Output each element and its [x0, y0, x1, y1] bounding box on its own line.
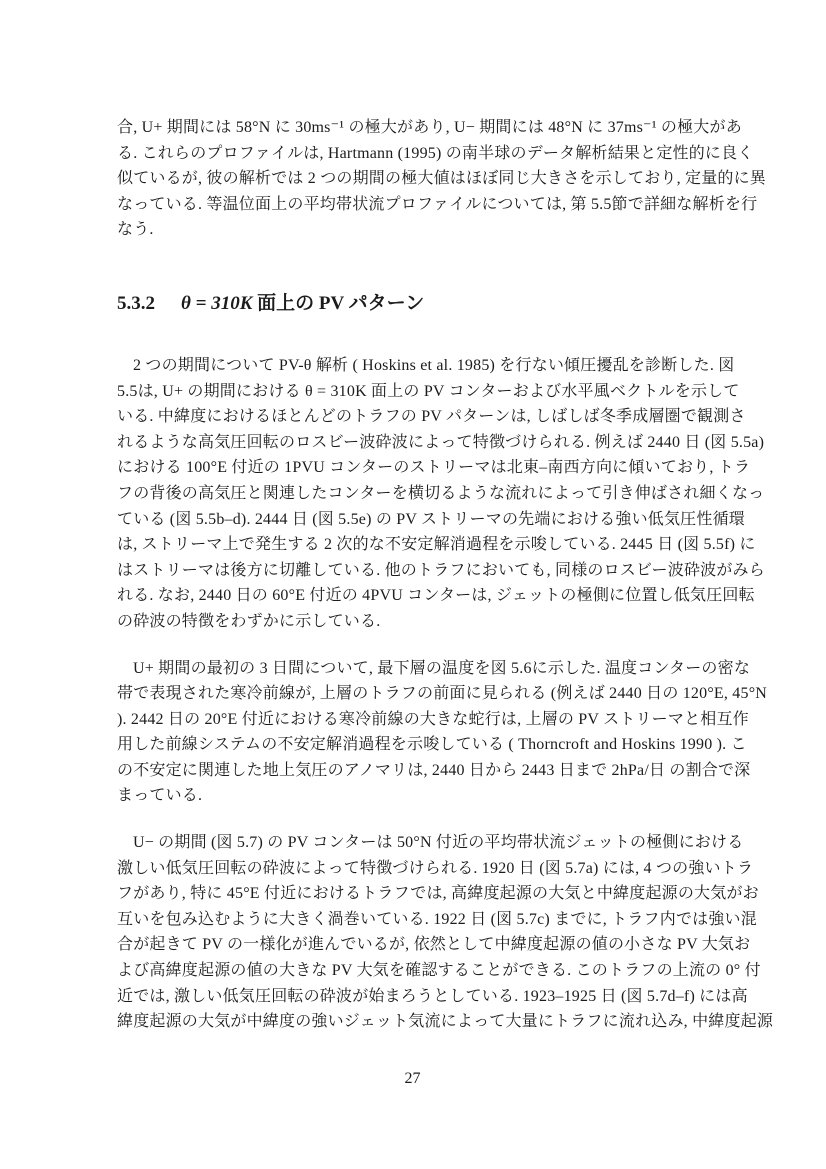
text-line: 帯で表現された寒冷前線が, 上層のトラフの前面に見られる (例えば 2440 日の 120°E, 45°N: [117, 685, 768, 703]
text-line: 用した前線システムの不安定解消過程を示唆している ( Thorncroft and Hoskins 1990 ). こ: [117, 736, 747, 754]
text-line: なっている. 等温位面上の平均帯状流プロファイルについては, 第 5.5節で詳細な解析を行: [117, 195, 758, 213]
text-line: 2 つの期間について PV-θ 解析 ( Hoskins et al. 1985) を行ない傾圧擾乱を診断した. 図: [133, 356, 735, 374]
text-line: は, ストリーマ上で発生する 2 次的な不安定解消過程を示唆している. 2445 日 (図 5.5f) に: [117, 536, 756, 554]
text-line: れる. なお, 2440 日の 60°E 付近の 4PVU コンターは, ジェットの極側に位置し低気圧回転: [117, 587, 755, 605]
text-line: 激しい低気圧回転の砕波によって特徴づけられる. 1920 日 (図 5.7a) には, 4 つの強いトラ: [117, 859, 754, 877]
page-number: 27: [404, 1070, 421, 1087]
section-title: 面上の PV パターン: [252, 292, 425, 314]
text-line: 緯度起源の大気が中緯度の強いジェット気流によって大量にトラフに流れ込み, 中緯度起源: [117, 1013, 774, 1031]
paragraph: [117, 115, 767, 243]
text-line: 合が起きて PV の一様化が進んでいるが, 依然として中緯度起源の値の小さな PV 大気お: [117, 936, 751, 954]
text-line: はストリーマは後方に切離している. 他のトラフにおいても, 同様のロスビー波砕波がみら: [117, 561, 765, 579]
section-number: 5.3.2: [117, 292, 155, 314]
text-line: U− の期間 (図 5.7) の PV コンターは 50°N 付近の平均帯状流ジェットの極側における: [133, 834, 744, 852]
text-line: U+ 期間の最初の 3 日間について, 最下層の温度を図 5.6に示した. 温度コンターの密な: [133, 659, 751, 677]
section-title-math: θ = 310K: [181, 292, 253, 314]
text-line: 似ているが, 彼の解析では 2 つの期間の極大値はほぼ同じ大きさを示しており, 定量的に異: [117, 170, 767, 188]
text-line: る. これらのプロファイルは, Hartmann (1995) の南半球のデータ解析結果と定性的に良く: [117, 144, 754, 162]
text-line: における 100°E 付近の 1PVU コンターのストリーマは北東–南西方向に傾いており, トラ: [117, 459, 751, 477]
text-line: 合, U+ 期間には 58°N に 30ms⁻¹ の極大があり, U− 期間には 48°N に 37ms⁻¹ の極大があ: [117, 119, 742, 136]
text-line: いる. 中緯度におけるほとんどのトラフの PV パターンは, しばしば冬季成層圏で観測さ: [117, 408, 746, 426]
text-line: フがあり, 特に 45°E 付近におけるトラフでは, 高緯度起源の大気と中緯度起源の大気がお: [117, 885, 759, 903]
text-line: ). 2442 日の 20°E 付近における寒冷前線の大きな蛇行は, 上層の PV ストリーマと相互作: [117, 710, 749, 728]
text-line: の不安定に関連した地上気圧のアノマリは, 2440 日から 2443 日まで 2hPa/日 の割合で深: [117, 761, 751, 779]
paragraph: [117, 656, 768, 810]
text-line: 5.5は, U+ の期間における θ = 310K 面上の PV コンターおよび水平風ベクトルを示して: [117, 382, 740, 400]
text-line: よび高緯度起源の値の大きな PV 大気を確認することができる. このトラフの上流の 0° 付: [117, 962, 761, 980]
section-heading: [117, 292, 708, 316]
paragraph: [117, 353, 765, 635]
text-line: まっている.: [117, 787, 203, 805]
text-line: フの背後の高気圧と関連したコンターを横切るような流れによって引き伸ばされ細くなっ: [117, 484, 765, 502]
text-line: ている (図 5.5b–d). 2444 日 (図 5.5e) の PV ストリーマの先端における強い低気圧性循環: [117, 510, 745, 528]
text-line: の砕波の特徴をわずかに示している.: [117, 612, 381, 630]
text-line: 互いを包み込むように大きく渦巻いている. 1922 日 (図 5.7c) までに, トラフ内では強い混: [117, 910, 757, 928]
text-line: 近では, 激しい低気圧回転の砕波が始まろうとしている. 1923–1925 日 (図 5.7d–f) には高: [117, 987, 748, 1005]
text-line: なう.: [117, 221, 154, 239]
text-line: れるような高気圧回転のロスビー波砕波によって特徴づけられる. 例えば 2440 日 (図 5.5a): [117, 433, 765, 451]
paragraph: [117, 830, 774, 1035]
text-block: [117, 0, 774, 1035]
